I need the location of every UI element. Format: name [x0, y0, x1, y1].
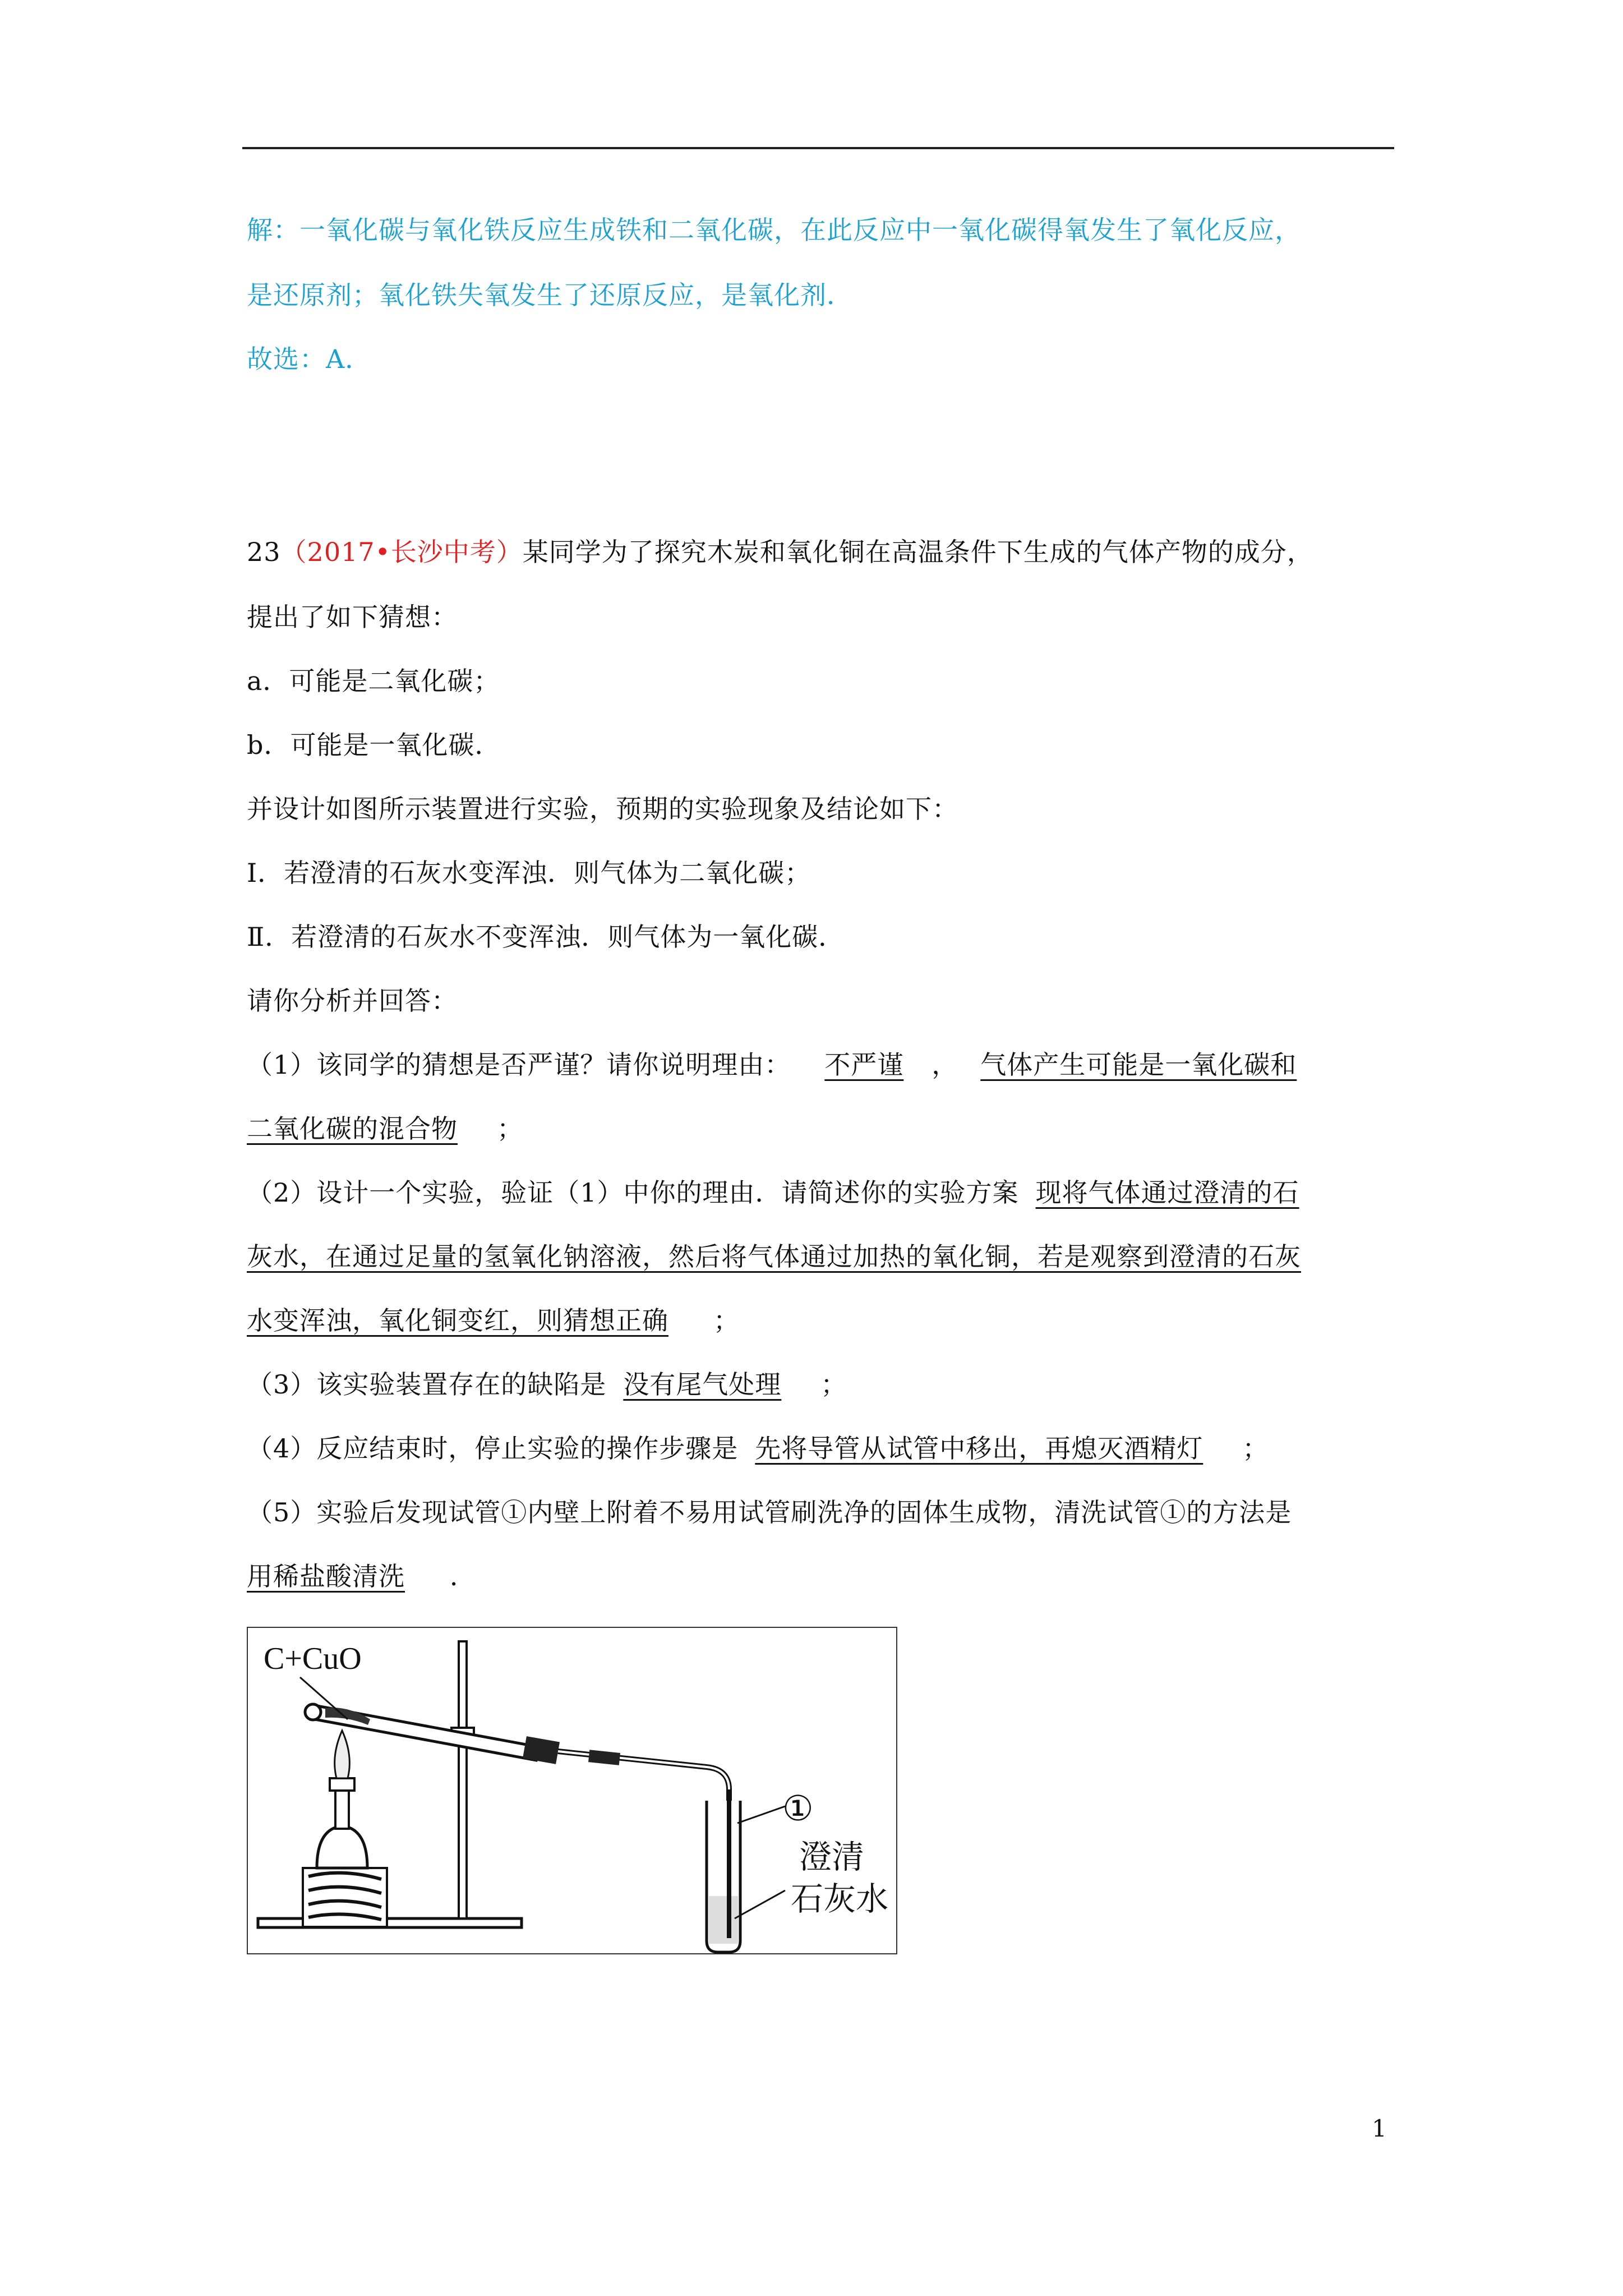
question-stem-line-1 [247, 535, 1313, 569]
subquestion-3 [247, 1368, 847, 1401]
subquestion-2-text: （2）设计一个实验，验证（1）中你的理由．请简述你的实验方案 [247, 1177, 1019, 1208]
subquestion-2-line-1 [247, 1176, 1299, 1209]
answer-prompt: 请你分析并回答： [247, 986, 458, 1016]
page-number: 1 [1372, 2115, 1387, 2142]
subquestion-1-line-2 [247, 1112, 523, 1145]
header-rule [242, 147, 1394, 149]
subquestion-4-end: ； [1242, 1433, 1269, 1464]
subquestion-2-answer-c: 水变浑浊，氧化铜变红，则猜想正确 [247, 1305, 668, 1336]
guess-b: b．可能是一氧化碳． [247, 730, 501, 760]
subquestion-3-answer: 没有尾气处理 [623, 1369, 782, 1400]
label-reagent: C+CuO [264, 1641, 362, 1676]
subquestion-2-answer-a: 现将气体通过澄清的石 [1035, 1177, 1299, 1208]
result-1: Ⅰ．若澄清的石灰水变浑浊．则气体为二氧化碳； [247, 858, 811, 888]
subquestion-5-answer: 用稀盐酸清洗 [247, 1561, 405, 1591]
subquestion-1-end: ； [497, 1114, 523, 1144]
design-text: 并设计如图所示装置进行实验，预期的实验现象及结论如下： [247, 794, 958, 824]
label-limewater-1: 澄清 [799, 1838, 865, 1876]
solution-line-2: 是还原剂；氧化铁失氧发生了还原反应，是氧化剂． [247, 280, 853, 310]
subquestion-4-answer: 先将导管从试管中移出，再熄灭酒精灯 [755, 1433, 1204, 1464]
subquestion-2-line-3 [247, 1304, 740, 1337]
solution-line-1: 解：一氧化碳与氧化铁反应生成铁和二氧化碳，在此反应中一氧化碳得氧发生了氧化反应， [247, 215, 1301, 245]
subquestion-1-answer-1: 不严谨 [824, 1050, 904, 1080]
label-limewater-2: 石灰水 [791, 1880, 889, 1918]
apparatus-figure [247, 1627, 897, 1954]
limewater-tube [707, 1789, 740, 1952]
subquestion-1-text: （1）该同学的猜想是否严谨？请你说明理由： [247, 1050, 791, 1080]
label-tube-number: ① [782, 1788, 814, 1829]
subquestion-1-answer-2a: 气体产生可能是一氧化碳和 [980, 1050, 1297, 1080]
subquestion-4 [247, 1432, 1269, 1465]
subquestion-1-separator: ， [932, 1050, 958, 1080]
stand-base [258, 1918, 522, 1927]
result-2: Ⅱ．若澄清的石灰水不变浑浊．则气体为一氧化碳． [247, 922, 845, 952]
subquestion-1-line-1 [247, 1048, 1297, 1082]
guess-a: a．可能是二氧化碳； [247, 666, 500, 696]
subquestion-5-end: ． [450, 1561, 476, 1591]
subquestion-5-line-1: （5）实验后发现试管①内壁上附着不易用试管刷洗净的固体生成物，清洗试管①的方法是 [247, 1497, 1292, 1527]
solution-line-3: 故选：A． [247, 344, 372, 374]
subquestion-2-answer-b: 灰水，在通过足量的氢氧化钠溶液，然后将气体通过加热的氧化铜，若是观察到澄清的石灰 [247, 1241, 1301, 1272]
question-stem: 某同学为了探究木炭和氧化铜在高温条件下生成的气体产物的成分， [522, 537, 1313, 567]
question-number: 23 [247, 537, 281, 567]
subquestion-5-line-2 [247, 1559, 476, 1593]
question-source: （2017•长沙中考） [280, 537, 523, 567]
subquestion-3-text: （3）该实验装置存在的缺陷是 [247, 1369, 607, 1400]
subquestion-4-text: （4）反应结束时，停止实验的操作步骤是 [247, 1433, 739, 1464]
question-stem-line-2: 提出了如下猜想： [247, 602, 458, 632]
subquestion-2-end: ； [713, 1305, 740, 1336]
stand-rod [459, 1641, 467, 1918]
subquestion-1-answer-2b: 二氧化碳的混合物 [247, 1114, 458, 1144]
subquestion-3-end: ； [820, 1369, 847, 1400]
